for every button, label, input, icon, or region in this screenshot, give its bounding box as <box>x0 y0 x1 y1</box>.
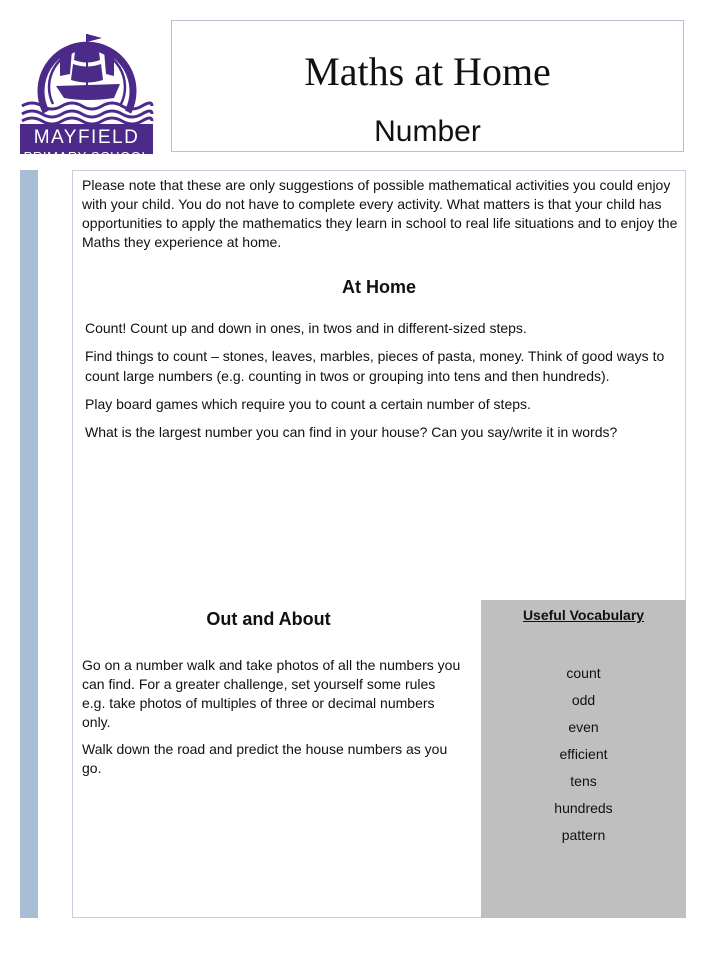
vocabulary-word: odd <box>571 692 596 708</box>
page-title: Maths at Home <box>304 49 551 94</box>
vocabulary-title: Useful Vocabulary <box>522 607 645 623</box>
at-home-list <box>85 318 675 450</box>
out-and-about-list <box>82 656 462 786</box>
vocabulary-word: count <box>566 665 601 681</box>
at-home-item: Count! Count up and down in ones, in twos and in different-sized steps. <box>85 320 527 336</box>
vocabulary-panel <box>481 600 686 918</box>
at-home-heading: At Home <box>341 277 416 297</box>
vocabulary-word: pattern <box>561 827 606 843</box>
intro-text: Please note that these are only suggestions of possible mathematical activities you could enjoy with your child. You do not have to complete every activity. What matters is that your child has opportunities to apply the mathematics they learn in school to real life situations and to enjoy the Maths they experience at home. <box>82 177 678 250</box>
logo-school-type: PRIMARY SCHOOL <box>23 149 150 164</box>
out-and-about-item: Walk down the road and predict the house numbers as you go. <box>82 741 448 776</box>
at-home-item: Find things to count – stones, leaves, marbles, pieces of pasta, money. Think of good ways to count large numbers (e.g. counting in twos or grouping into tens and then hundreds). <box>85 348 665 384</box>
at-home-item: What is the largest number you can find in your house? Can you say/write it in words? <box>85 424 618 440</box>
vocabulary-list <box>481 660 686 849</box>
title-box <box>171 20 684 152</box>
ship-crest-icon <box>20 20 153 124</box>
out-and-about-heading: Out and About <box>206 609 331 629</box>
vocabulary-word: efficient <box>559 746 608 762</box>
page-subtitle: Number <box>374 115 481 148</box>
school-logo <box>20 20 153 164</box>
vocabulary-word: hundreds <box>554 800 613 816</box>
vocabulary-word: even <box>568 719 599 735</box>
logo-school-name: MAYFIELD <box>33 127 140 148</box>
vocabulary-word: tens <box>570 773 597 789</box>
at-home-item: Play board games which require you to count a certain number of steps. <box>85 396 531 412</box>
out-and-about-item: Go on a number walk and take photos of all the numbers you can find. For a greater challenge, set yourself some rules e.g. take photos of multiples of three or decimal numbers only. <box>82 657 461 730</box>
side-accent-bar <box>20 170 38 918</box>
